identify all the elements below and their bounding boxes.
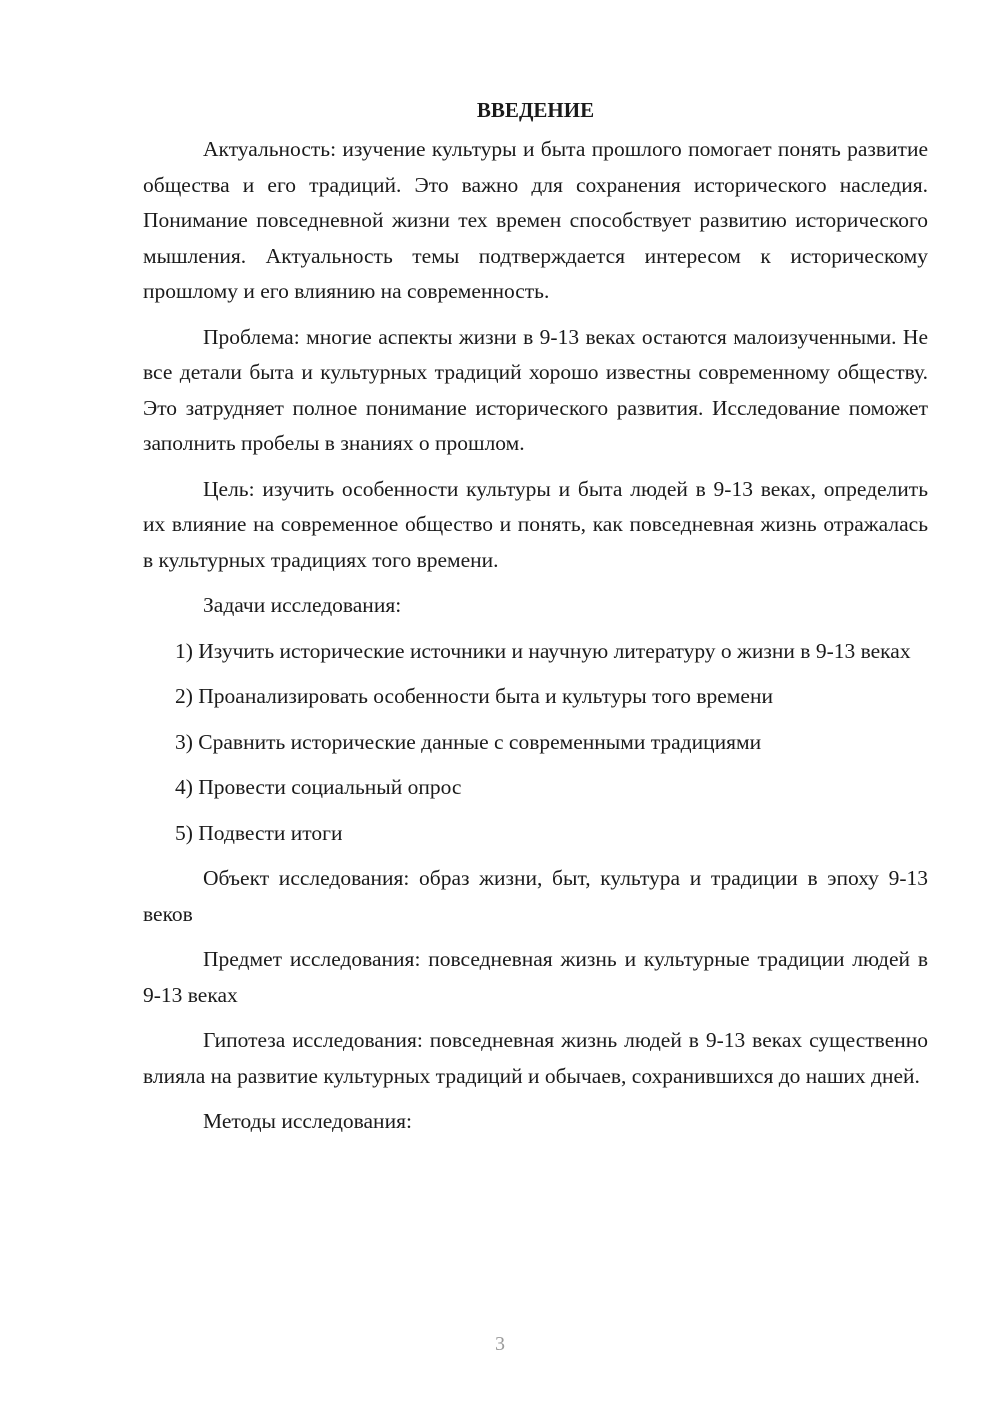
task-item: 2) Проанализировать особенности быта и культуры того времени [175,684,773,708]
document-page [143,92,928,1150]
task-item: 4) Провести социальный опрос [175,775,462,799]
task-item: 1) Изучить исторические источники и научную литературу о жизни в 9-13 веках [175,638,911,663]
paragraph-relevance: Актуальность: изучение культуры и быта прошлого помогает понять развитие общества и его традиций. Это важно для сохранения исторического наследия. Понимание повседневной жизни тех времен способствует развитию исторического мышления. Актуальность темы подтверждается интересом к историческому прошлому и его влиянию на современность. [143,137,928,303]
paragraph-hypothesis: Гипотеза исследования: повседневная жизнь людей в 9-13 веках существенно влияла на развитие культурных традиций и обычаев, сохранившихся до наших дней. [143,1028,928,1088]
methods-heading: Методы исследования: [203,1109,412,1133]
task-item: 5) Подвести итоги [175,820,343,845]
tasks-heading: Задачи исследования: [203,593,402,617]
paragraph-subject: Предмет исследования: повседневная жизнь и культурные традиции людей в 9-13 веках [143,947,928,1007]
document-title: ВВЕДЕНИЕ [476,98,595,122]
task-item: 3) Сравнить исторические данные с современными традициями [175,729,762,754]
tasks-list [143,634,928,852]
paragraph-object: Объект исследования: образ жизни, быт, культура и традиции в эпоху 9-13 веков [143,866,928,926]
paragraph-goal: Цель: изучить особенности культуры и быта людей в 9-13 веках, определить их влияние на современное общество и понять, как повседневная жизнь отражалась в культурных традициях того времени. [143,476,928,572]
page-number: 3 [495,1333,505,1355]
paragraph-problem: Проблема: многие аспекты жизни в 9-13 веках остаются малоизученными. Не все детали быта и культурных традиций хорошо известны современному обществу. Это затрудняет полное понимание исторического развития. Исследование поможет заполнить пробелы в знаниях о прошлом. [143,324,928,455]
